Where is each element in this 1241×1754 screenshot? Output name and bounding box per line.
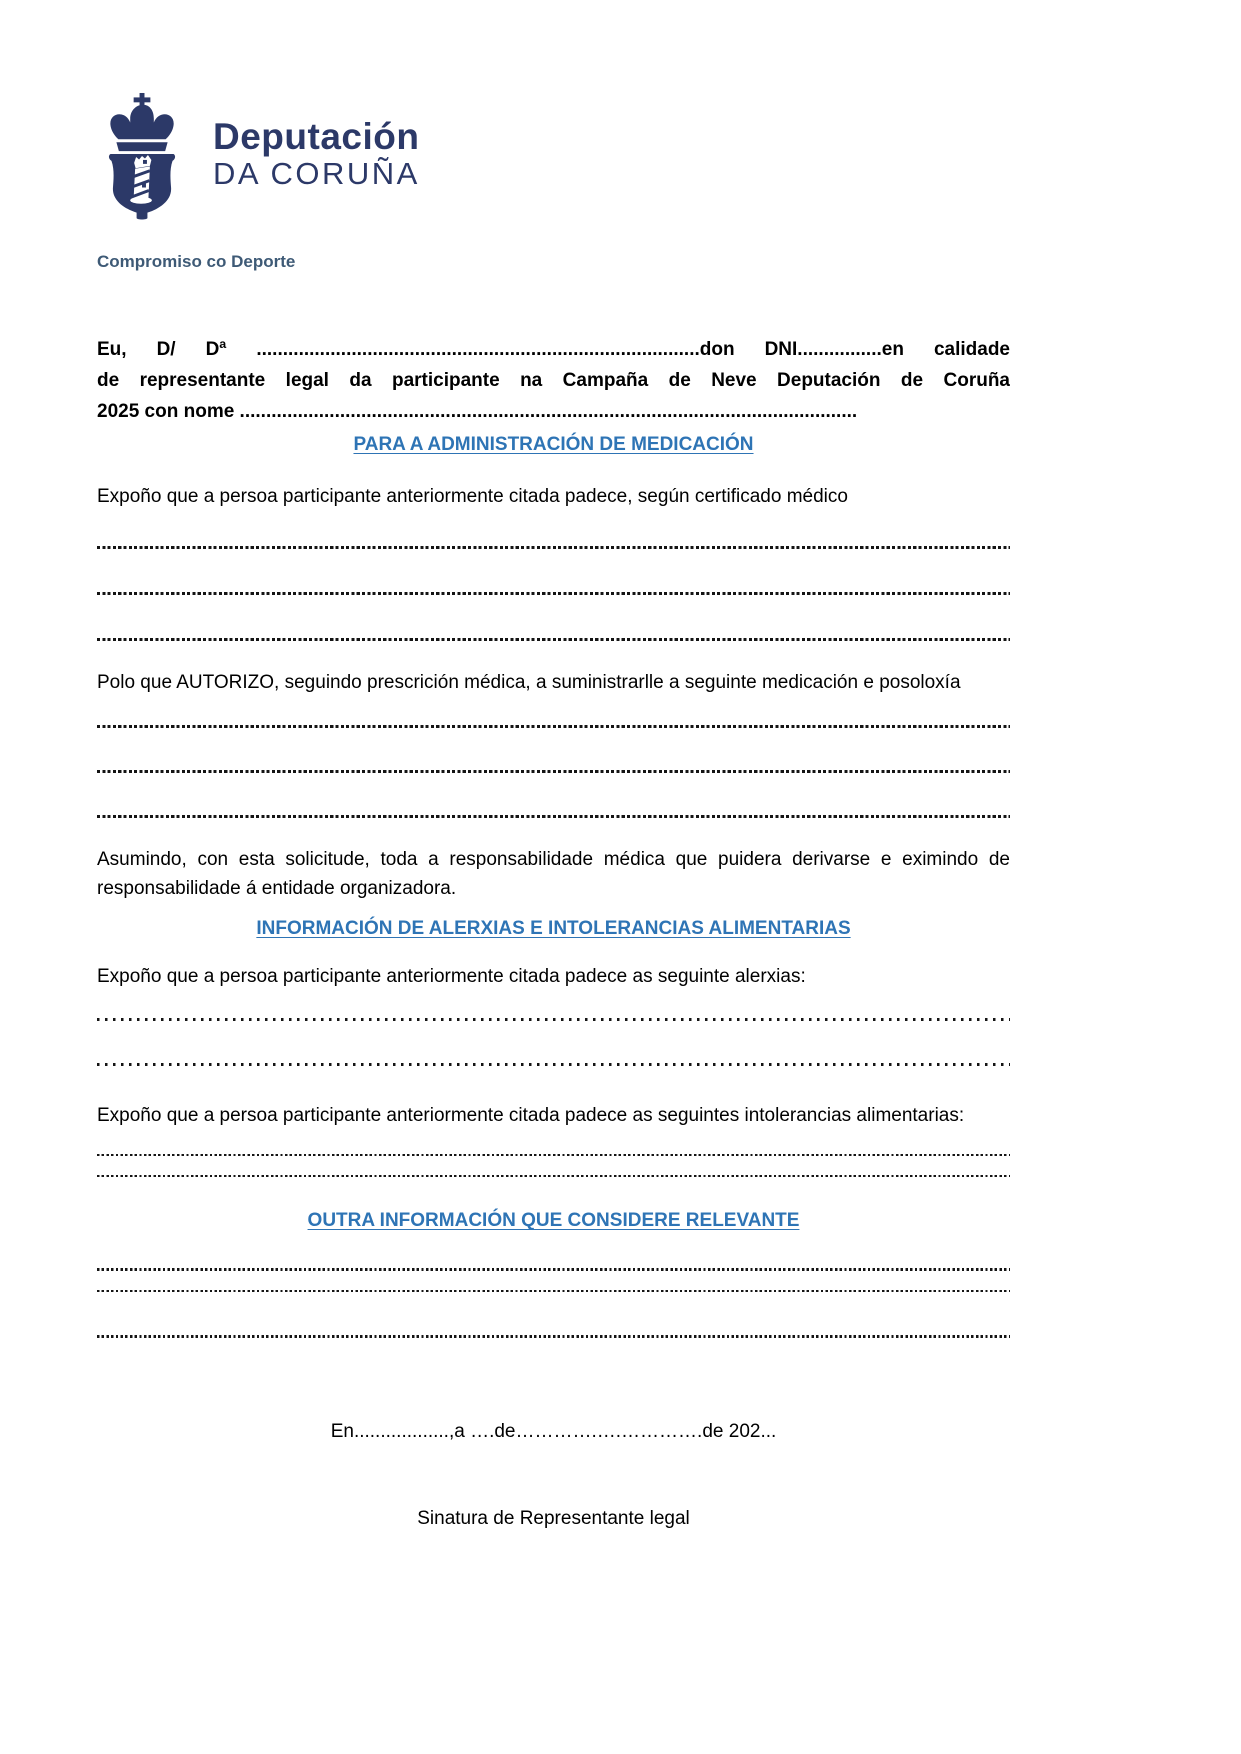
dotted-fill-line xyxy=(97,1154,1010,1156)
org-tagline: Compromiso co Deporte xyxy=(97,252,296,271)
dotted-fill-line xyxy=(97,1290,1010,1292)
signature-label: Sinatura de Representante legal xyxy=(417,1507,690,1529)
dotted-fill-line xyxy=(97,770,1010,773)
allergies-label: Expoño que a persoa participante anteriormente citada padece as seguinte alerxias: xyxy=(97,966,806,987)
dotted-fill-line xyxy=(97,1335,1010,1337)
dotted-fill-line xyxy=(97,546,1010,549)
org-logotype xyxy=(213,92,420,189)
medication-authorize-text: Polo que AUTORIZO, seguindo prescrición médica, a suministrarlle a seguinte medicación e posoloxía xyxy=(97,672,961,693)
other-info-section-heading: OUTRA INFORMACIÓN QUE CONSIDERE RELEVANTE xyxy=(307,1210,800,1232)
dotted-fill-line xyxy=(97,1018,1010,1021)
dotted-fill-line xyxy=(97,725,1010,728)
header xyxy=(97,92,1010,220)
medication-section-heading: PARA A ADMINISTRACIÓN DE MEDICACIÓN xyxy=(353,434,754,455)
dotted-fill-line xyxy=(97,1268,1010,1270)
dotted-fill-line xyxy=(97,1063,1010,1066)
org-name-line2: DA CORUÑA xyxy=(213,156,420,191)
dotted-fill-line xyxy=(97,1175,1010,1177)
medication-disclaimer-text: Asumindo, con esta solicitude, toda a responsabilidade médica que puidera derivarse e eximindo de responsabilidade á entidade organizadora. xyxy=(97,849,1010,899)
intro-paragraph xyxy=(97,334,1010,427)
medication-expose-text: Expoño que a persoa participante anteriormente citada padece, según certificado médico xyxy=(97,486,848,507)
intolerances-label: Expoño que a persoa participante anteriormente citada padece as seguintes intolerancias alimentarias: xyxy=(97,1104,965,1126)
dotted-fill-line xyxy=(97,638,1010,641)
intro-line-3: 2025 con nome ..................................................................................................................... xyxy=(97,401,858,422)
intro-line-2: de representante legal da participante na Campaña de Neve Deputación de Coruña xyxy=(97,370,1010,391)
deputacion-crest-icon xyxy=(97,92,189,220)
allergies-section-heading: INFORMACIÓN DE ALERXIAS E INTOLERANCIAS ALIMENTARIAS xyxy=(256,918,851,939)
intro-line-1: Eu, D/ Dª ....................................................................................don DNI................en calidade xyxy=(97,339,1010,360)
dotted-fill-line xyxy=(97,815,1010,818)
org-name-line1: Deputación xyxy=(213,116,420,157)
dotted-fill-line xyxy=(97,592,1010,595)
document-content xyxy=(97,92,1010,1532)
place-date-line: En..................,a ….de………….….………….de 202... xyxy=(330,1420,777,1442)
